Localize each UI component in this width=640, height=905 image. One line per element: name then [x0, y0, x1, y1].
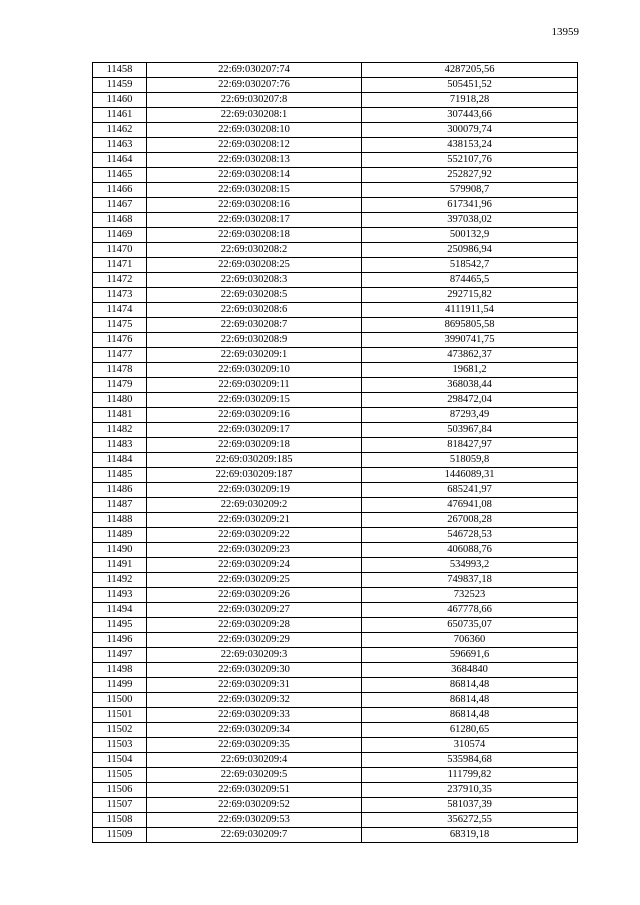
cadastral-number-cell: 22:69:030209:11: [147, 378, 362, 393]
row-number-cell: 11470: [93, 243, 147, 258]
cadastral-number-cell: 22:69:030208:13: [147, 153, 362, 168]
table-row: [93, 483, 578, 498]
cadastral-number-cell: 22:69:030209:3: [147, 648, 362, 663]
cadastral-value-cell: 8695805,58: [362, 318, 578, 333]
cadastral-value-cell: 732523: [362, 588, 578, 603]
cadastral-value-cell: 252827,92: [362, 168, 578, 183]
cadastral-value-cell: 19681,2: [362, 363, 578, 378]
cadastral-number-cell: 22:69:030208:1: [147, 108, 362, 123]
table-row: [93, 663, 578, 678]
cadastral-value-cell: 518059,8: [362, 453, 578, 468]
row-number-cell: 11509: [93, 828, 147, 843]
cadastral-number-cell: 22:69:030209:51: [147, 783, 362, 798]
row-number-cell: 11490: [93, 543, 147, 558]
table-row: [93, 693, 578, 708]
cadastral-value-cell: 368038,44: [362, 378, 578, 393]
cadastral-number-cell: 22:69:030209:34: [147, 723, 362, 738]
row-number-cell: 11507: [93, 798, 147, 813]
cadastral-number-cell: 22:69:030209:23: [147, 543, 362, 558]
cadastral-number-cell: 22:69:030209:22: [147, 528, 362, 543]
cadastral-value-cell: 581037,39: [362, 798, 578, 813]
cadastral-number-cell: 22:69:030209:29: [147, 633, 362, 648]
cadastral-number-cell: 22:69:030209:5: [147, 768, 362, 783]
cadastral-number-cell: 22:69:030208:17: [147, 213, 362, 228]
row-number-cell: 11477: [93, 348, 147, 363]
cadastral-value-cell: 86814,48: [362, 678, 578, 693]
cadastral-number-cell: 22:69:030209:1: [147, 348, 362, 363]
row-number-cell: 11479: [93, 378, 147, 393]
row-number-cell: 11466: [93, 183, 147, 198]
cadastral-value-cell: 250986,94: [362, 243, 578, 258]
cadastral-number-cell: 22:69:030209:32: [147, 693, 362, 708]
cadastral-number-cell: 22:69:030208:2: [147, 243, 362, 258]
cadastral-number-cell: 22:69:030208:12: [147, 138, 362, 153]
cadastral-value-cell: 292715,82: [362, 288, 578, 303]
row-number-cell: 11465: [93, 168, 147, 183]
table-row: [93, 378, 578, 393]
row-number-cell: 11472: [93, 273, 147, 288]
table-row: [93, 798, 578, 813]
cadastral-number-cell: 22:69:030209:33: [147, 708, 362, 723]
table-row: [93, 93, 578, 108]
cadastral-value-cell: 3684840: [362, 663, 578, 678]
row-number-cell: 11469: [93, 228, 147, 243]
table-row: [93, 678, 578, 693]
row-number-cell: 11483: [93, 438, 147, 453]
cadastral-value-cell: 71918,28: [362, 93, 578, 108]
row-number-cell: 11474: [93, 303, 147, 318]
row-number-cell: 11493: [93, 588, 147, 603]
cadastral-value-cell: 596691,6: [362, 648, 578, 663]
table-row: [93, 393, 578, 408]
cadastral-number-cell: 22:69:030208:5: [147, 288, 362, 303]
cadastral-value-cell: 579908,7: [362, 183, 578, 198]
table-row: [93, 108, 578, 123]
table-row: [93, 258, 578, 273]
cadastral-number-cell: 22:69:030209:27: [147, 603, 362, 618]
row-number-cell: 11500: [93, 693, 147, 708]
cadastral-number-cell: 22:69:030209:19: [147, 483, 362, 498]
cadastral-value-cell: 476941,08: [362, 498, 578, 513]
cadastral-value-cell: 4287205,56: [362, 63, 578, 78]
table-row: [93, 708, 578, 723]
table-row: [93, 243, 578, 258]
cadastral-number-cell: 22:69:030209:28: [147, 618, 362, 633]
cadastral-number-cell: 22:69:030207:8: [147, 93, 362, 108]
table-row: [93, 183, 578, 198]
row-number-cell: 11486: [93, 483, 147, 498]
cadastral-value-cell: 617341,96: [362, 198, 578, 213]
cadastral-number-cell: 22:69:030208:9: [147, 333, 362, 348]
row-number-cell: 11494: [93, 603, 147, 618]
row-number-cell: 11503: [93, 738, 147, 753]
table-row: [93, 63, 578, 78]
row-number-cell: 11461: [93, 108, 147, 123]
cadastral-value-cell: 473862,37: [362, 348, 578, 363]
cadastral-number-cell: 22:69:030208:18: [147, 228, 362, 243]
table-row: [93, 618, 578, 633]
table-row: [93, 828, 578, 843]
row-number-cell: 11498: [93, 663, 147, 678]
row-number-cell: 11478: [93, 363, 147, 378]
table-row: [93, 288, 578, 303]
row-number-cell: 11501: [93, 708, 147, 723]
table-row: [93, 588, 578, 603]
table-row: [93, 408, 578, 423]
cadastral-value-cell: 650735,07: [362, 618, 578, 633]
cadastral-number-cell: 22:69:030209:30: [147, 663, 362, 678]
row-number-cell: 11459: [93, 78, 147, 93]
cadastral-value-cell: 818427,97: [362, 438, 578, 453]
row-number-cell: 11476: [93, 333, 147, 348]
cadastral-value-cell: 505451,52: [362, 78, 578, 93]
row-number-cell: 11458: [93, 63, 147, 78]
row-number-cell: 11492: [93, 573, 147, 588]
cadastral-value-table: [92, 62, 578, 843]
cadastral-value-cell: 535984,68: [362, 753, 578, 768]
cadastral-number-cell: 22:69:030208:14: [147, 168, 362, 183]
cadastral-number-cell: 22:69:030209:187: [147, 468, 362, 483]
cadastral-number-cell: 22:69:030208:10: [147, 123, 362, 138]
cadastral-number-cell: 22:69:030208:6: [147, 303, 362, 318]
cadastral-number-cell: 22:69:030209:53: [147, 813, 362, 828]
cadastral-number-cell: 22:69:030208:16: [147, 198, 362, 213]
cadastral-value-cell: 397038,02: [362, 213, 578, 228]
cadastral-number-cell: 22:69:030209:26: [147, 588, 362, 603]
row-number-cell: 11502: [93, 723, 147, 738]
table-row: [93, 423, 578, 438]
row-number-cell: 11491: [93, 558, 147, 573]
row-number-cell: 11495: [93, 618, 147, 633]
cadastral-number-cell: 22:69:030209:4: [147, 753, 362, 768]
table-row: [93, 603, 578, 618]
row-number-cell: 11471: [93, 258, 147, 273]
row-number-cell: 11464: [93, 153, 147, 168]
cadastral-value-cell: 874465,5: [362, 273, 578, 288]
cadastral-value-cell: 68319,18: [362, 828, 578, 843]
row-number-cell: 11489: [93, 528, 147, 543]
cadastral-number-cell: 22:69:030209:52: [147, 798, 362, 813]
table-row: [93, 228, 578, 243]
cadastral-number-cell: 22:69:030209:17: [147, 423, 362, 438]
page-number: 13959: [551, 26, 579, 38]
table-row: [93, 168, 578, 183]
cadastral-value-cell: 438153,24: [362, 138, 578, 153]
cadastral-value-cell: 706360: [362, 633, 578, 648]
cadastral-value-cell: 685241,97: [362, 483, 578, 498]
cadastral-value-cell: 267008,28: [362, 513, 578, 528]
cadastral-value-cell: 86814,48: [362, 708, 578, 723]
table-row: [93, 723, 578, 738]
row-number-cell: 11484: [93, 453, 147, 468]
row-number-cell: 11504: [93, 753, 147, 768]
row-number-cell: 11482: [93, 423, 147, 438]
row-number-cell: 11488: [93, 513, 147, 528]
table-row: [93, 453, 578, 468]
cadastral-value-cell: 552107,76: [362, 153, 578, 168]
table-row: [93, 273, 578, 288]
cadastral-number-cell: 22:69:030209:21: [147, 513, 362, 528]
table-row: [93, 123, 578, 138]
cadastral-number-cell: 22:69:030209:25: [147, 573, 362, 588]
row-number-cell: 11505: [93, 768, 147, 783]
cadastral-number-cell: 22:69:030209:35: [147, 738, 362, 753]
cadastral-number-cell: 22:69:030209:16: [147, 408, 362, 423]
cadastral-number-cell: 22:69:030209:7: [147, 828, 362, 843]
cadastral-value-cell: 749837,18: [362, 573, 578, 588]
table-row: [93, 213, 578, 228]
row-number-cell: 11462: [93, 123, 147, 138]
row-number-cell: 11463: [93, 138, 147, 153]
table-row: [93, 558, 578, 573]
cadastral-value-cell: 310574: [362, 738, 578, 753]
table-row: [93, 648, 578, 663]
row-number-cell: 11460: [93, 93, 147, 108]
row-number-cell: 11499: [93, 678, 147, 693]
cadastral-value-cell: 503967,84: [362, 423, 578, 438]
cadastral-number-cell: 22:69:030209:24: [147, 558, 362, 573]
table-row: [93, 348, 578, 363]
row-number-cell: 11468: [93, 213, 147, 228]
table-row: [93, 573, 578, 588]
cadastral-number-cell: 22:69:030209:10: [147, 363, 362, 378]
table-row: [93, 363, 578, 378]
cadastral-value-cell: 61280,65: [362, 723, 578, 738]
cadastral-number-cell: 22:69:030209:185: [147, 453, 362, 468]
row-number-cell: 11475: [93, 318, 147, 333]
table-row: [93, 198, 578, 213]
cadastral-value-cell: 300079,74: [362, 123, 578, 138]
table-row: [93, 513, 578, 528]
row-number-cell: 11473: [93, 288, 147, 303]
table-row: [93, 138, 578, 153]
table-row: [93, 318, 578, 333]
cadastral-value-cell: 546728,53: [362, 528, 578, 543]
cadastral-value-cell: 111799,82: [362, 768, 578, 783]
cadastral-number-cell: 22:69:030209:31: [147, 678, 362, 693]
table-row: [93, 633, 578, 648]
table-row: [93, 528, 578, 543]
cadastral-number-cell: 22:69:030208:25: [147, 258, 362, 273]
cadastral-value-cell: 86814,48: [362, 693, 578, 708]
cadastral-value-cell: 4111911,54: [362, 303, 578, 318]
cadastral-value-cell: 237910,35: [362, 783, 578, 798]
row-number-cell: 11481: [93, 408, 147, 423]
cadastral-number-cell: 22:69:030208:3: [147, 273, 362, 288]
table-row: [93, 738, 578, 753]
cadastral-value-cell: 307443,66: [362, 108, 578, 123]
table-row: [93, 753, 578, 768]
table-row: [93, 438, 578, 453]
cadastral-number-cell: 22:69:030207:76: [147, 78, 362, 93]
cadastral-value-cell: 534993,2: [362, 558, 578, 573]
cadastral-value-cell: 1446089,31: [362, 468, 578, 483]
table-row: [93, 333, 578, 348]
cadastral-number-cell: 22:69:030207:74: [147, 63, 362, 78]
row-number-cell: 11487: [93, 498, 147, 513]
cadastral-value-cell: 500132,9: [362, 228, 578, 243]
cadastral-value-cell: 518542,7: [362, 258, 578, 273]
table-row: [93, 303, 578, 318]
table-row: [93, 78, 578, 93]
table-row: [93, 783, 578, 798]
table-row: [93, 153, 578, 168]
cadastral-number-cell: 22:69:030208:7: [147, 318, 362, 333]
row-number-cell: 11506: [93, 783, 147, 798]
row-number-cell: 11497: [93, 648, 147, 663]
row-number-cell: 11485: [93, 468, 147, 483]
row-number-cell: 11508: [93, 813, 147, 828]
cadastral-value-cell: 3990741,75: [362, 333, 578, 348]
cadastral-value-cell: 298472,04: [362, 393, 578, 408]
cadastral-value-cell: 356272,55: [362, 813, 578, 828]
cadastral-value-cell: 87293,49: [362, 408, 578, 423]
table-row: [93, 468, 578, 483]
cadastral-number-cell: 22:69:030209:18: [147, 438, 362, 453]
table-row: [93, 768, 578, 783]
cadastral-value-cell: 406088,76: [362, 543, 578, 558]
cadastral-number-cell: 22:69:030208:15: [147, 183, 362, 198]
row-number-cell: 11467: [93, 198, 147, 213]
row-number-cell: 11496: [93, 633, 147, 648]
table-row: [93, 543, 578, 558]
cadastral-number-cell: 22:69:030209:2: [147, 498, 362, 513]
table-row: [93, 813, 578, 828]
cadastral-number-cell: 22:69:030209:15: [147, 393, 362, 408]
table-body: [93, 63, 578, 843]
cadastral-value-cell: 467778,66: [362, 603, 578, 618]
table-row: [93, 498, 578, 513]
row-number-cell: 11480: [93, 393, 147, 408]
